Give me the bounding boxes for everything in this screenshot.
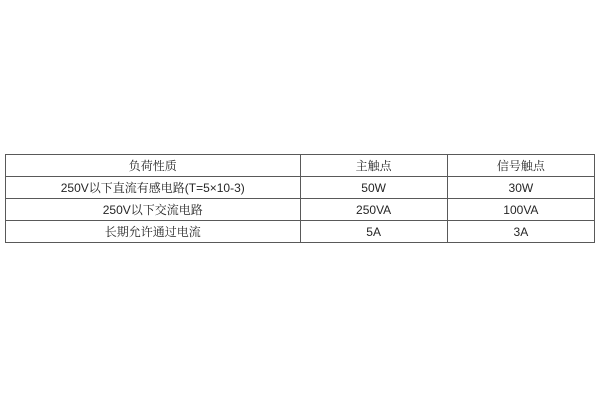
spec-table-container [5, 154, 595, 243]
header-signal-contact: 信号触点 [447, 155, 594, 177]
header-main-contact: 主触点 [300, 155, 447, 177]
contact-rating-table [5, 154, 595, 243]
cell-main-ac: 250VA [300, 199, 447, 221]
cell-load-ac: 250V以下交流电路 [6, 199, 301, 221]
cell-main-current: 5A [300, 221, 447, 243]
cell-load-dc: 250V以下直流有感电路(T=5×10-3) [6, 177, 301, 199]
table-row-ac-circuit [6, 199, 595, 221]
cell-signal-dc: 30W [447, 177, 594, 199]
table-row-dc-circuit [6, 177, 595, 199]
cell-main-dc: 50W [300, 177, 447, 199]
cell-signal-current: 3A [447, 221, 594, 243]
cell-load-current: 长期允许通过电流 [6, 221, 301, 243]
table-header-row [6, 155, 595, 177]
cell-signal-ac: 100VA [447, 199, 594, 221]
table-row-continuous-current [6, 221, 595, 243]
header-load-nature: 负荷性质 [6, 155, 301, 177]
